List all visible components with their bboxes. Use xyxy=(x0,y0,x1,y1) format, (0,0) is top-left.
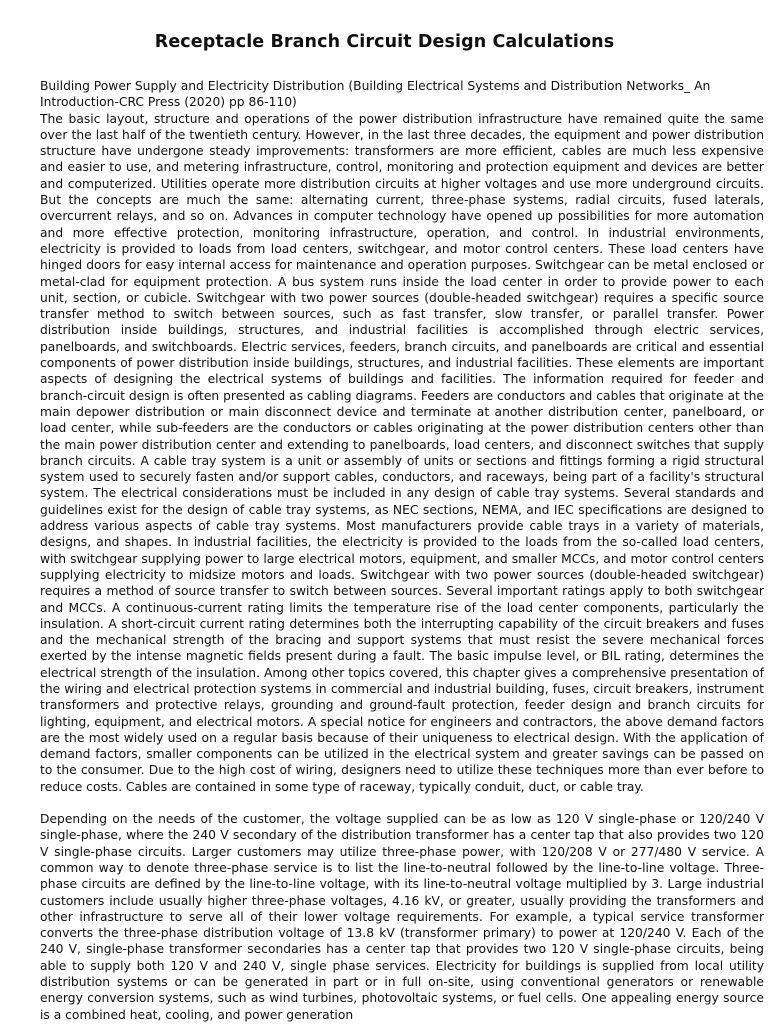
paragraph-1: The basic layout, structure and operations of the power distribution infrastructure have remained quite the same over the last half of the twentieth century. However, in the last three decades, the equipment and power distribution structure have undergone steady improvements: transformers are more efficient, cables are much less expensive and easier to use, and metering infrastructure, control, monitoring and protection equipment and devices are better and computerized. Utilities operate more distribution circuits at higher voltages and use more underground circuits. But the concepts are much the same: alternating current, three-phase systems, radial circuits, fused laterals, overcurrent relays, and so on. Advances in computer technology have opened up possibilities for more automation and more effective protection, monitoring infrastructure, operation, and control. In industrial environments, electricity is provided to loads from load centers, switchgear, and motor control centers. These load centers have hinged doors for easy internal access for maintenance and operation purposes. Switchgear can be metal enclosed or metal-clad for equipment protection. A bus system runs inside the load center in order to provide power to each unit, section, or cubicle. Switchgear with two power sources (double-headed switchgear) requires a specific source transfer method to switch between sources, such as fast transfer, slow transfer, or parallel transfer. Power distribution inside buildings, structures, and industrial facilities is accomplished through electric services, panelboards, and switchboards. Electric services, feeders, branch circuits, and panelboards are critical and essential components of power distribution inside buildings, structures, and industrial facilities. These elements are important aspects of designing the electrical systems of buildings and facilities. The information required for feeder and branch-circuit design is often presented as cabling diagrams. Feeders are conductors and cables that originate at the main depower distribution or main disconnect device and terminate at another distribution center, panelboard, or load center, while sub-feeders are the conductors or cables originating at the power distribution centers other than the main power distribution center and extending to panelboards, load centers, and disconnect switches that supply branch circuits. A cable tray system is a unit or assembly of units or sections and fittings forming a rigid structural system used to securely fasten and/or support cables, conductors, and raceways, being part of a facility's structural system. The electrical considerations must be included in any design of cable tray systems. Several standards and guidelines exist for the design of cable tray systems, as NEC sections, NEMA, and IEC specifications are designed to address various aspects of cable tray systems. Most manufacturers provide cable trays in a variety of materials, designs, and shapes. In industrial facilities, the electricity is provided to the loads from the so-called load centers, with switchgear supplying power to large electrical motors, equipment, and smaller MCCs, and motor control centers supplying electricity to midsize motors and loads. Switchgear with two power sources (double-headed switchgear) requires a method of source transfer to switch between sources. Several important ratings apply to both switchgear and MCCs. A continuous-current rating limits the temperature rise of the load center components, particularly the insulation. A short-circuit current rating determines both the interrupting capability of the circuit breakers and fuses and the mechanical strength of the bracing and support systems that must resist the severe mechanical forces exerted by the intense magnetic fields present during a fault. The basic impulse level, or BIL rating, determines the electrical strength of the insulation. Among other topics covered, this chapter gives a comprehensive presentation of the wiring and electrical protection systems in commercial and industrial building, fuses, circuit breakers, instrument transformers and protective relays, grounding and ground-fault protection, feeder design and branch circuits for lighting, equipment, and electrical motors. A special notice for engineers and contractors, the above demand factors are the most widely used on a regular basis because of their uniqueness to electrical design. With the application of demand factors, smaller components can be utilized in the electrical system and greater savings can be passed on to the consumer. Due to the high cost of wiring, designers need to utilize these techniques more than ever before to reduce costs. Cables are contained in some type of raceway, typically conduit, duct, or cable tray. xyxy=(40,111,764,794)
source-citation: Building Power Supply and Electricity Distribution (Building Electrical Systems and Distribution Networks_ An Introduction-CRC Press (2020) pp 86-110) xyxy=(40,79,711,110)
document-page xyxy=(40,28,764,1024)
paragraph-spacer xyxy=(40,795,764,811)
paragraph-2: Depending on the needs of the customer, the voltage supplied can be as low as 120 V single-phase or 120/240 V single-phase, where the 240 V secondary of the distribution transformer has a center tap that also provides two 120 V single-phase circuits. Larger customers may utilize three-phase power, with 120/208 V or 277/480 V service. A common way to denote three-phase service is to list the line-to-neutral followed by the line-to-line voltage. Three-phase circuits are defined by the line-to-line voltage, with its line-to-neutral voltage multiplied by 3. Large industrial customers include usually higher three-phase voltages, 4.16 kV, or greater, usually providing the transformers and other infrastructure to serve all of their lower voltage requirements. For example, a typical service transformer converts the three-phase distribution voltage of 13.8 kV (transformer primary) to power at 120/240 V. Each of the 240 V, single-phase transformer secondaries has a center tap that provides two 120 V single-phase circuits, being able to supply both 120 V and 240 V, single phase services. Electricity for buildings is supplied from local utility distribution systems or can be generated in part or in full on-site, using conventional generators or renewable energy conversion systems, such as wind turbines, photovoltaic systems, or fuel cells. One appealing energy source is a combined heat, cooling, and power generation xyxy=(40,812,764,1022)
document-title: Receptacle Branch Circuit Design Calculations xyxy=(154,32,615,52)
